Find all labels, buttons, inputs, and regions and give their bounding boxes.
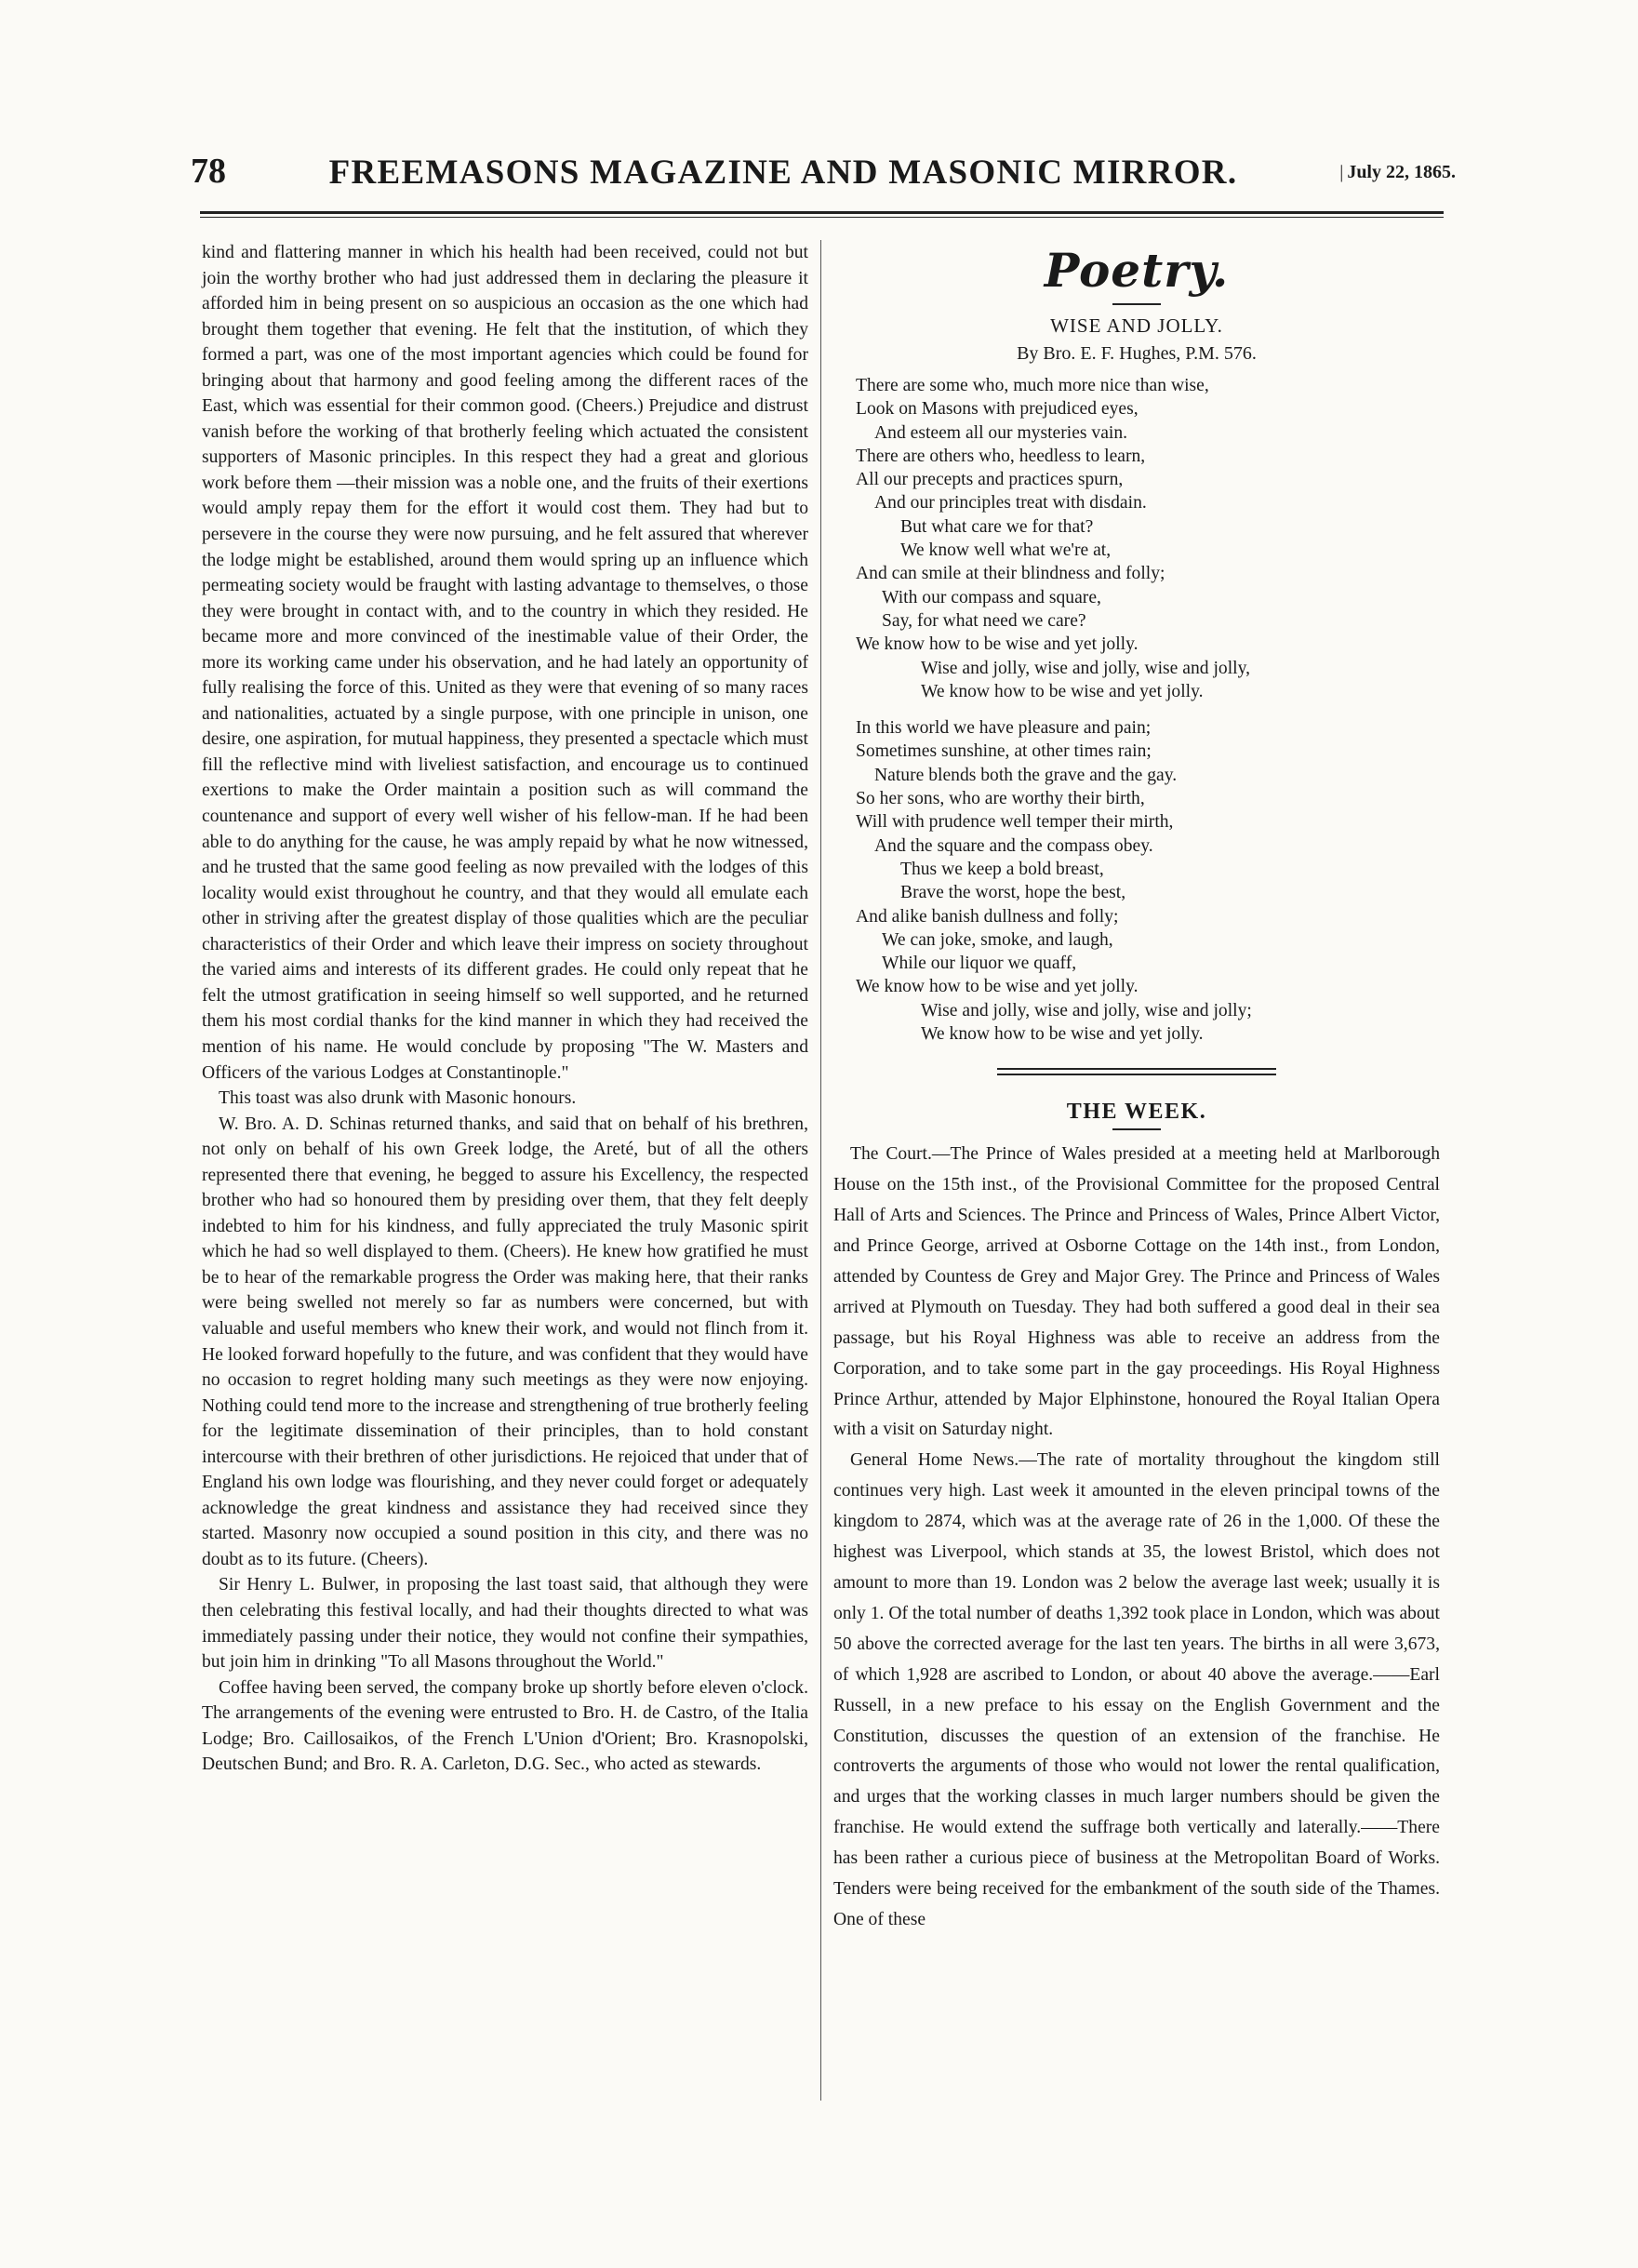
poem-line: There are others who, heedless to learn, bbox=[856, 446, 1146, 466]
issue-date: | July 22, 1865. bbox=[1339, 162, 1456, 182]
the-week-body bbox=[833, 1140, 1440, 1936]
issue-date-text: July 22, 1865. bbox=[1347, 162, 1456, 182]
poem-line: We know how to be wise and yet jolly. bbox=[856, 977, 1139, 997]
poem-line: And esteem all our mysteries vain. bbox=[874, 422, 1128, 443]
poem-line: Sometimes sunshine, at other times rain; bbox=[856, 741, 1152, 762]
poem-line: Look on Masons with prejudiced eyes, bbox=[856, 399, 1139, 420]
news-paragraph: The Court.—The Prince of Wales presided at a meeting held at Marlborough House on the 15th inst., of the Provisional Committee for the proposed Central Hall of Arts and Sciences. The Prince and Princess of Wales, Prince Albert Victor, and Prince George, arrived at Osborne Cottage on the 14th inst., from London, attended by Countess de Grey and Major Grey. The Prince and Princess of Wales arrived at Plymouth on Tuesday. They had both suffered a good deal in their sea passage, but his Royal Highness was able to receive an address from the Corporation, and to take some part in the gay proceedings. His Royal Highness Prince Arthur, attended by Major Elphinstone, honoured the Royal Italian Opera with a visit on Saturday night. bbox=[833, 1144, 1440, 1440]
poem-line: While our liquor we quaff, bbox=[882, 954, 1077, 974]
column-divider bbox=[820, 240, 821, 2101]
article-paragraph: kind and flattering manner in which his health had been received, could not but join the worthy brother who had just addressed them in declaring the pleasure it afforded him in being present on so auspicious an occasion as the one which had brought them together that evening. He felt that the institution, of which they formed a part, was one of the most important agencies which could be found for bringing about that harmony and good feeling among the different races of the East, which was essential for their common good. (Cheers.) Prejudice and distrust vanish before the working of that brotherly feeling which actuated the consistent supporters of Masonic principles. In this respect they had a great and glorious work before them —their mission was a noble one, and the fruits of their exertions would amply repay them for the effort it would cost them. They had but to persevere in the course they were now pursuing, and he felt assured that wherever the lodge might be established, around them would spring up an influence which permeating society would be fraught with lasting advantage to themselves, o those they were brought in contact with, and to the country in which they resided. He became more and more convinced of the inestimable value of their Order, the more its working came under his observation, and he had lately an opportunity of fully realising the force of this. United as they were that evening of so many races and nationalities, actuated by a single purpose, with one principle in unison, one desire, one aspiration, for mutual happiness, they presented a spectacle which must fill the reflective mind with liveliest satisfaction, and encourage us to continued exertions to make the Order maintain a position such as will command the countenance and support of every well wisher of his fellow-man. If he had been able to do anything for the cause, he was amply repaid by what he now witnessed, and he trusted that the same good feeling as now prevailed with the lodges of this locality would exist throughout he country, and that they would all emulate each other in striving after the greatest display of those qualities which are the peculiar characteristics of their Order and which leave their impress on society throughout the varied aims and interests of its different grades. He could only repeat that he felt the utmost gratification in seeing himself so well supported, and he returned them his most cordial thanks for the kind manner in which they had received the mention of his name. He would conclude by proposing "The W. Masters and Officers of the various Lodges at Constantinople." bbox=[202, 243, 808, 1083]
poem-line: We know how to be wise and yet jolly. bbox=[921, 1024, 1204, 1045]
the-week-heading: THE WEEK. bbox=[1066, 1100, 1207, 1125]
poem-line: We know well what we're at, bbox=[900, 540, 1112, 561]
article-paragraph: Sir Henry L. Bulwer, in proposing the last toast said, that although they were then celebrating this festival locally, and had their thoughts directed to what was immediately passing under their notice, they would not confine their sympathies, but join him in drinking "To all Masons throughout the World." bbox=[202, 1575, 808, 1673]
poem-line: Say, for what need we care? bbox=[882, 610, 1086, 631]
news-paragraph: General Home News.—The rate of mortality throughout the kingdom still continues very high. Last week it amounted in the eleven principal towns of the kingdom to 2874, which was at the average rate of 26 in the 1,000. Of these the highest was Liverpool, which stands at 35, the lowest Bristol, which does not amount to more than 19. London was 2 below the average last week; usually it is only 1. Of the total number of deaths 1,392 took place in London, which was about 50 above the corrected average for the last ten years. The births in all were 3,673, of which 1,928 are ascribed to London, or about 40 above the average.——Earl Russell, in a new preface to his essay on the English Government and the Constitution, discusses the question of an extension of the franchise. He controverts the arguments of those who would not lower the rental qualification, and urges that the working classes in much larger numbers should be given the franchise. He would extend the suffrage both vertically and laterally.——There has been rather a curious piece of business at the Metropolitan Board of Works. Tenders were being received for the embankment of the south side of the Thames. One of these bbox=[833, 1450, 1440, 1929]
poem-line: We know how to be wise and yet jolly. bbox=[921, 681, 1204, 701]
poem-line: Nature blends both the grave and the gay. bbox=[874, 765, 1178, 785]
page-number: 78 bbox=[191, 152, 226, 191]
masthead bbox=[191, 147, 1456, 205]
masthead-rule-thin bbox=[200, 217, 1444, 218]
poem-line: All our precepts and practices spurn, bbox=[856, 470, 1124, 490]
masthead-rule bbox=[200, 211, 1444, 214]
poem-line: Brave the worst, hope the best, bbox=[900, 883, 1126, 903]
article-paragraph: This toast was also drunk with Masonic honours. bbox=[219, 1088, 577, 1109]
magazine-title: FREEMASONS MAGAZINE AND MASONIC MIRROR. bbox=[328, 153, 1238, 192]
section-divider bbox=[997, 1068, 1276, 1075]
poem-line: Wise and jolly, wise and jolly, wise and jolly; bbox=[921, 1000, 1252, 1021]
poem-line: There are some who, much more nice than wise, bbox=[856, 376, 1209, 395]
poem-line: Will with prudence well temper their mirth, bbox=[856, 812, 1174, 833]
right-column bbox=[833, 240, 1440, 1936]
heading-rule bbox=[1112, 303, 1161, 305]
poem-line: And the square and the compass obey. bbox=[874, 835, 1153, 856]
poem-body bbox=[833, 374, 1440, 1046]
article-paragraph: Coffee having been served, the company broke up shortly before eleven o'clock. The arrangements of the evening were entrusted to Bro. H. de Castro, of the Italia Lodge; Bro. Caillosaikos, of the French L'Union d'Orient; Bro. Krasnopolski, Deutschen Bund; and Bro. R. A. Carleton, D.G. Sec., who acted as stewards. bbox=[202, 1677, 808, 1775]
poem-line: We know how to be wise and yet jolly. bbox=[856, 634, 1139, 655]
left-column bbox=[202, 240, 808, 1778]
poem-line: And alike banish dullness and folly; bbox=[856, 906, 1119, 927]
poem-line: In this world we have pleasure and pain; bbox=[856, 718, 1152, 739]
poem-line: Wise and jolly, wise and jolly, wise and jolly, bbox=[921, 658, 1251, 678]
poem-line: We can joke, smoke, and laugh, bbox=[882, 929, 1113, 950]
article-paragraph: W. Bro. A. D. Schinas returned thanks, and said that on behalf of his brethren, not only on behalf of his own Greek lodge, the Areté, but of all the others represented there that evening, he begged to assure his Excellency, the respected brother who had so honoured them by presiding over them, that they felt deeply indebted to him for his kindness, and fully appreciated the truly Masonic spirit which he had so well displayed to them. (Cheers). He knew how gratified he must be to hear of the remarkable progress the Order was making here, that their ranks were being swelled not merely so far as numbers were concerned, but with valuable and useful members who knew their work, and would not flinch from it. He looked forward hopefully to the future, and was confident that they would have no occasion to regret holding many such meetings as they were now enjoying. Nothing could tend more to the increase and strengthening of true brotherly feeling for the legitimate dissemination of their principles, than to hold constant intercourse with their brethren of other jurisdictions. He rejoiced that under that of England his own lodge was flourishing, and they never could forget or adequately acknowledge the great kindness and assistance they had received since they started. Masonry now occupied a sound position in this city, and there was no doubt as to its future. (Cheers). bbox=[202, 1114, 808, 1569]
heading-rule bbox=[1112, 1128, 1161, 1130]
poem-line: And our principles treat with disdain. bbox=[874, 493, 1147, 514]
poem-line: Thus we keep a bold breast, bbox=[900, 859, 1104, 879]
poem-line: And can smile at their blindness and folly; bbox=[856, 564, 1165, 584]
poetry-heading: Poetry. bbox=[1044, 243, 1230, 298]
poem-line: But what care we for that? bbox=[900, 516, 1094, 537]
poem-title: WISE AND JOLLY. bbox=[1050, 314, 1223, 337]
poem-author: By Bro. E. F. Hughes, P.M. 576. bbox=[1017, 343, 1257, 364]
poem-line: So her sons, who are worthy their birth, bbox=[856, 789, 1145, 809]
poem-line: With our compass and square, bbox=[882, 587, 1101, 607]
